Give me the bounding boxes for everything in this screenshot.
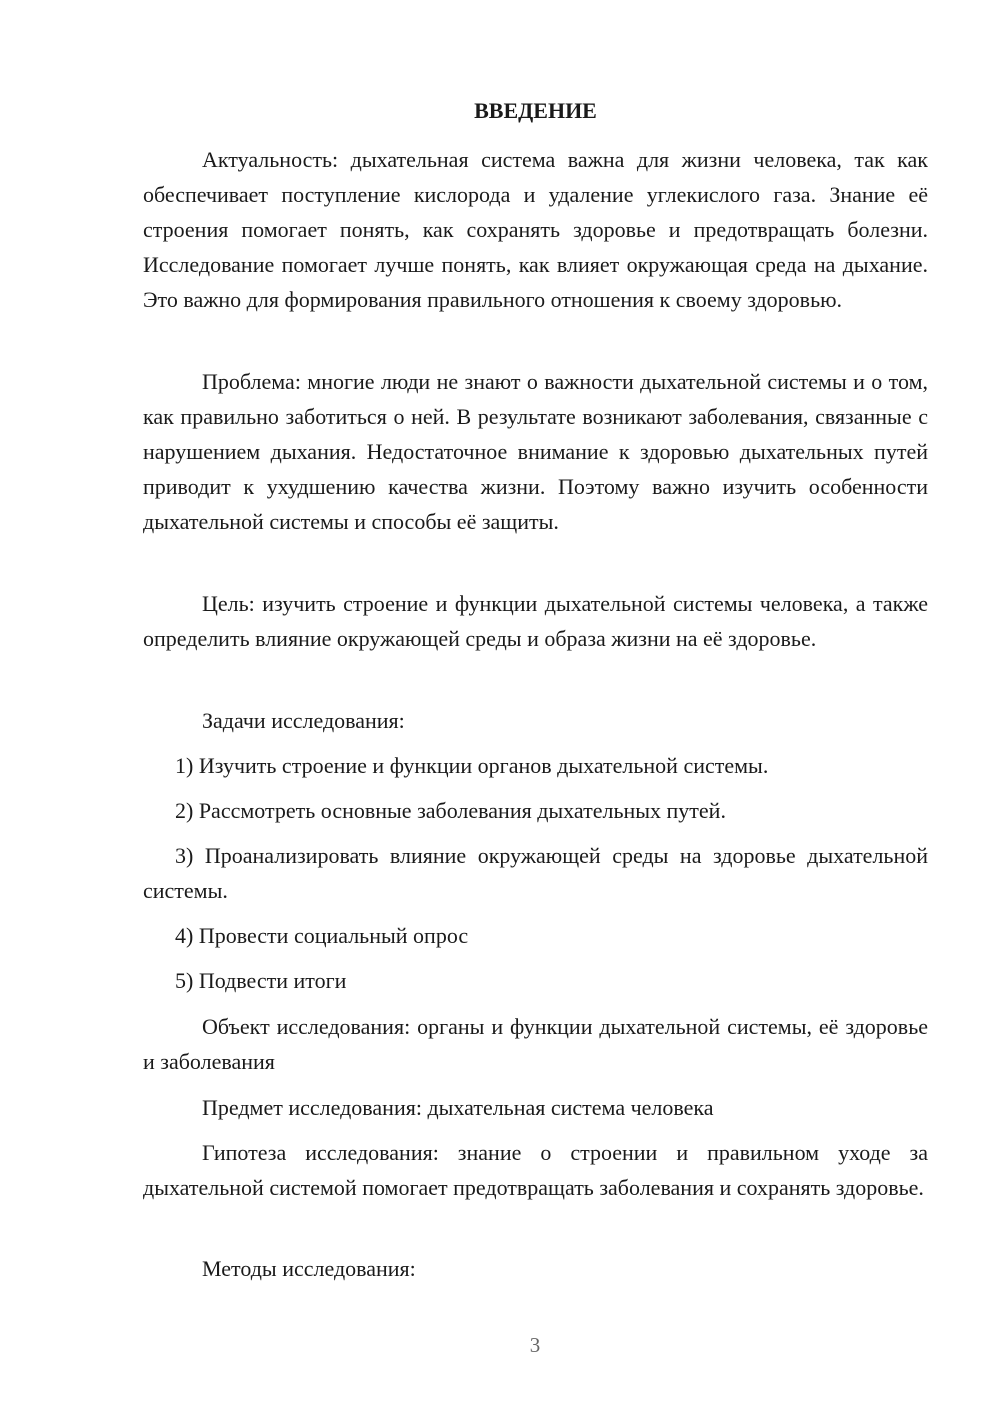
page-title: ВВЕДЕНИЕ xyxy=(474,98,597,123)
task-item-3: 3) Проанализировать влияние окружающей среды на здоровье дыхательной системы. xyxy=(143,843,928,903)
paragraph-hypothesis: Гипотеза исследования: знание о строении и правильном уходе за дыхательной системой помогает предотвращать заболевания и сохранять здоровье. xyxy=(143,1140,928,1200)
paragraph-tasks-heading: Задачи исследования: xyxy=(202,708,405,733)
paragraph-object: Объект исследования: органы и функции дыхательной системы, её здоровье и заболевания xyxy=(143,1014,928,1074)
task-item-4: 4) Провести социальный опрос xyxy=(175,923,469,948)
paragraph-problem: Проблема: многие люди не знают о важности дыхательной системы и о том, как правильно заботиться о ней. В результате возникают заболевания, связанные с нарушением дыхания. Недостаточное внимание к здоровью дыхательных путей приводит к ухудшению качества жизни. Поэтому важно изучить особенности дыхательной системы и способы её защиты. xyxy=(143,369,928,534)
paragraph-methods-heading: Методы исследования: xyxy=(202,1256,416,1281)
task-item-5: 5) Подвести итоги xyxy=(175,968,347,993)
paragraph-subject: Предмет исследования: дыхательная система человека xyxy=(202,1095,714,1120)
paragraph-goal: Цель: изучить строение и функции дыхательной системы человека, а также определить влияние окружающей среды и образа жизни на её здоровье. xyxy=(143,591,928,651)
paragraph-relevance: Актуальность: дыхательная система важна для жизни человека, так как обеспечивает поступление кислорода и удаление углекислого газа. Знание её строения помогает понять, как сохранять здоровье и предотвращать болезни. Исследование помогает лучше понять, как влияет окружающая среда на дыхание. Это важно для формирования правильного отношения к своему здоровью. xyxy=(143,147,928,312)
task-item-1: 1) Изучить строение и функции органов дыхательной системы. xyxy=(175,753,769,778)
page-number: 3 xyxy=(529,1333,541,1357)
task-item-2: 2) Рассмотреть основные заболевания дыхательных путей. xyxy=(175,798,726,823)
